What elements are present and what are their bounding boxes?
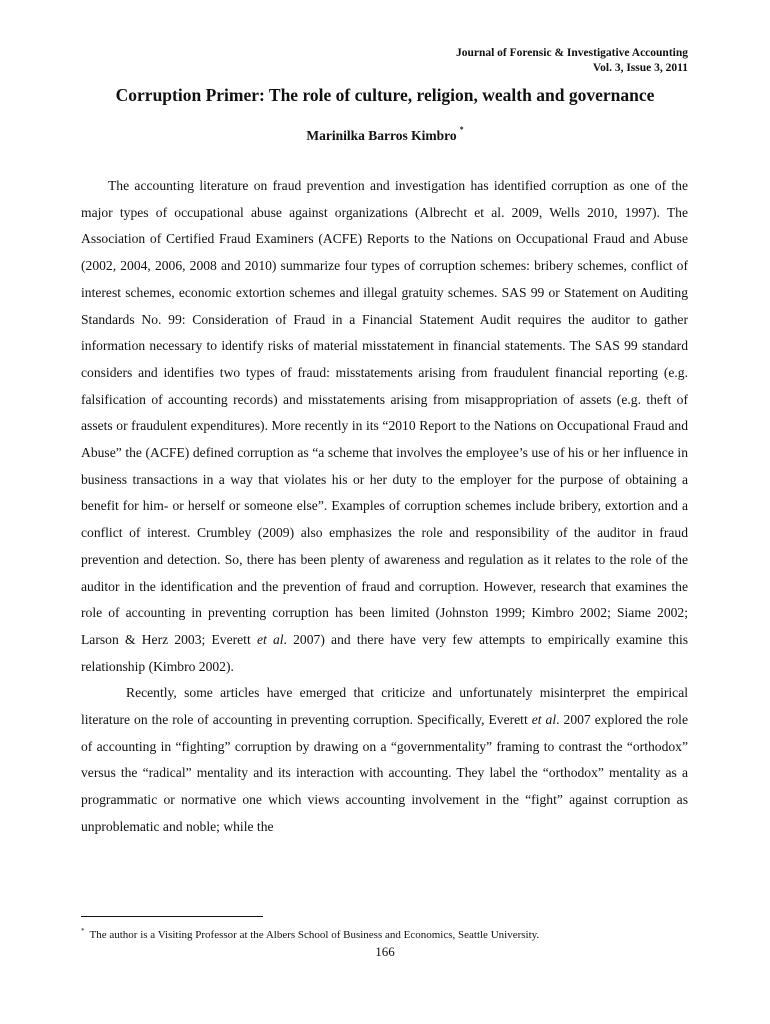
paragraph-1-part-1: The accounting literature on fraud prevention and investigation has identified corruption as one of the major types of occupational abuse against organizations (Albrecht et al. 2009, Wells 2010, 1997). The Association of Certified Fraud Examiners (ACFE) Reports to the Nations on Occupational Fraud and Abuse (2002, 2004, 2006, 2008 and 2010) summarize four types of corruption schemes: bribery schemes, conflict of interest schemes, economic extortion schemes and illegal gratuity schemes. SAS 99 or Statement on Auditing Standards No. 99: Consideration of Fraud in a Financial Statement Audit requires the auditor to gather information necessary to identify risks of material misstatement in financial statements. The SAS 99 standard considers and identifies two types of fraud: misstatements arising from fraudulent financial reporting (e.g. falsification of accounting records) and misstatements arising from misappropriation of assets (e.g. theft of assets or fraudulent expenditures). More recently in its “2010 Report to the Nations on Occupational Fraud and Abuse” the (ACFE) defined corruption as “a scheme that involves the employee’s use of his or her influence in business transactions in a way that violates his or her duty to the employer for the purpose of obtaining a benefit for him- or herself or someone else”. Examples of corruption schemes include bribery, extortion and a conflict of interest. Crumbley (2009) also emphasizes the role and responsibility of the auditor in fraud prevention and detection. So, there has been plenty of awareness and regulation as it relates to the role of the auditor in the identification and the prevention of fraud and corruption. However, research that examines the role of accounting in preventing corruption has been limited (Johnston 1999; Kimbro 2002; Siame 2002; Larson & Herz 2003; Everett xyxy=(81,178,688,647)
paragraph-2-italic-et-al: et al xyxy=(531,712,557,728)
page-number: 166 xyxy=(375,944,395,959)
journal-volume: Vol. 3, Issue 3, 2011 xyxy=(592,62,688,74)
author-line xyxy=(0,121,770,145)
paragraph-1 xyxy=(81,173,688,680)
footnote-text: The author is a Visiting Professor at the Albers School of Business and Economics, Seattle University. xyxy=(89,929,540,941)
footnote-mark: * xyxy=(81,927,85,935)
article-title: Corruption Primer: The role of culture, religion, wealth and governance xyxy=(115,85,655,105)
paragraph-1-italic-et-al: et al xyxy=(256,631,284,647)
running-header xyxy=(456,46,688,76)
footnote xyxy=(81,924,701,943)
paragraph-2 xyxy=(81,680,688,840)
article-body xyxy=(81,173,688,841)
paragraph-2-part-2: . 2007 explored the role of accounting in “fighting” corruption by drawing on a “governmentality” framing to contrast the “orthodox” versus the “radical” mentality and its interaction with accounting. They label the “orthodox” mentality as a programmatic or normative one which views accounting involvement in the “fight” against corruption as unproblematic and noble; while the xyxy=(81,712,688,834)
author-footnote-mark: * xyxy=(459,125,464,134)
footnote-divider xyxy=(81,916,263,917)
journal-name: Journal of Forensic & Investigative Accounting xyxy=(455,47,688,59)
paragraph-2-part-1: Recently, some articles have emerged that criticize and unfortunately misinterpret the empirical literature on the role of accounting in preventing corruption. Specifically, Everett xyxy=(81,685,688,728)
paragraph-1-part-2: . 2007) and there have very few attempts to empirically examine this relationship (Kimbro 2002). xyxy=(81,631,689,674)
author-name: Marinilka Barros Kimbro xyxy=(306,128,457,143)
